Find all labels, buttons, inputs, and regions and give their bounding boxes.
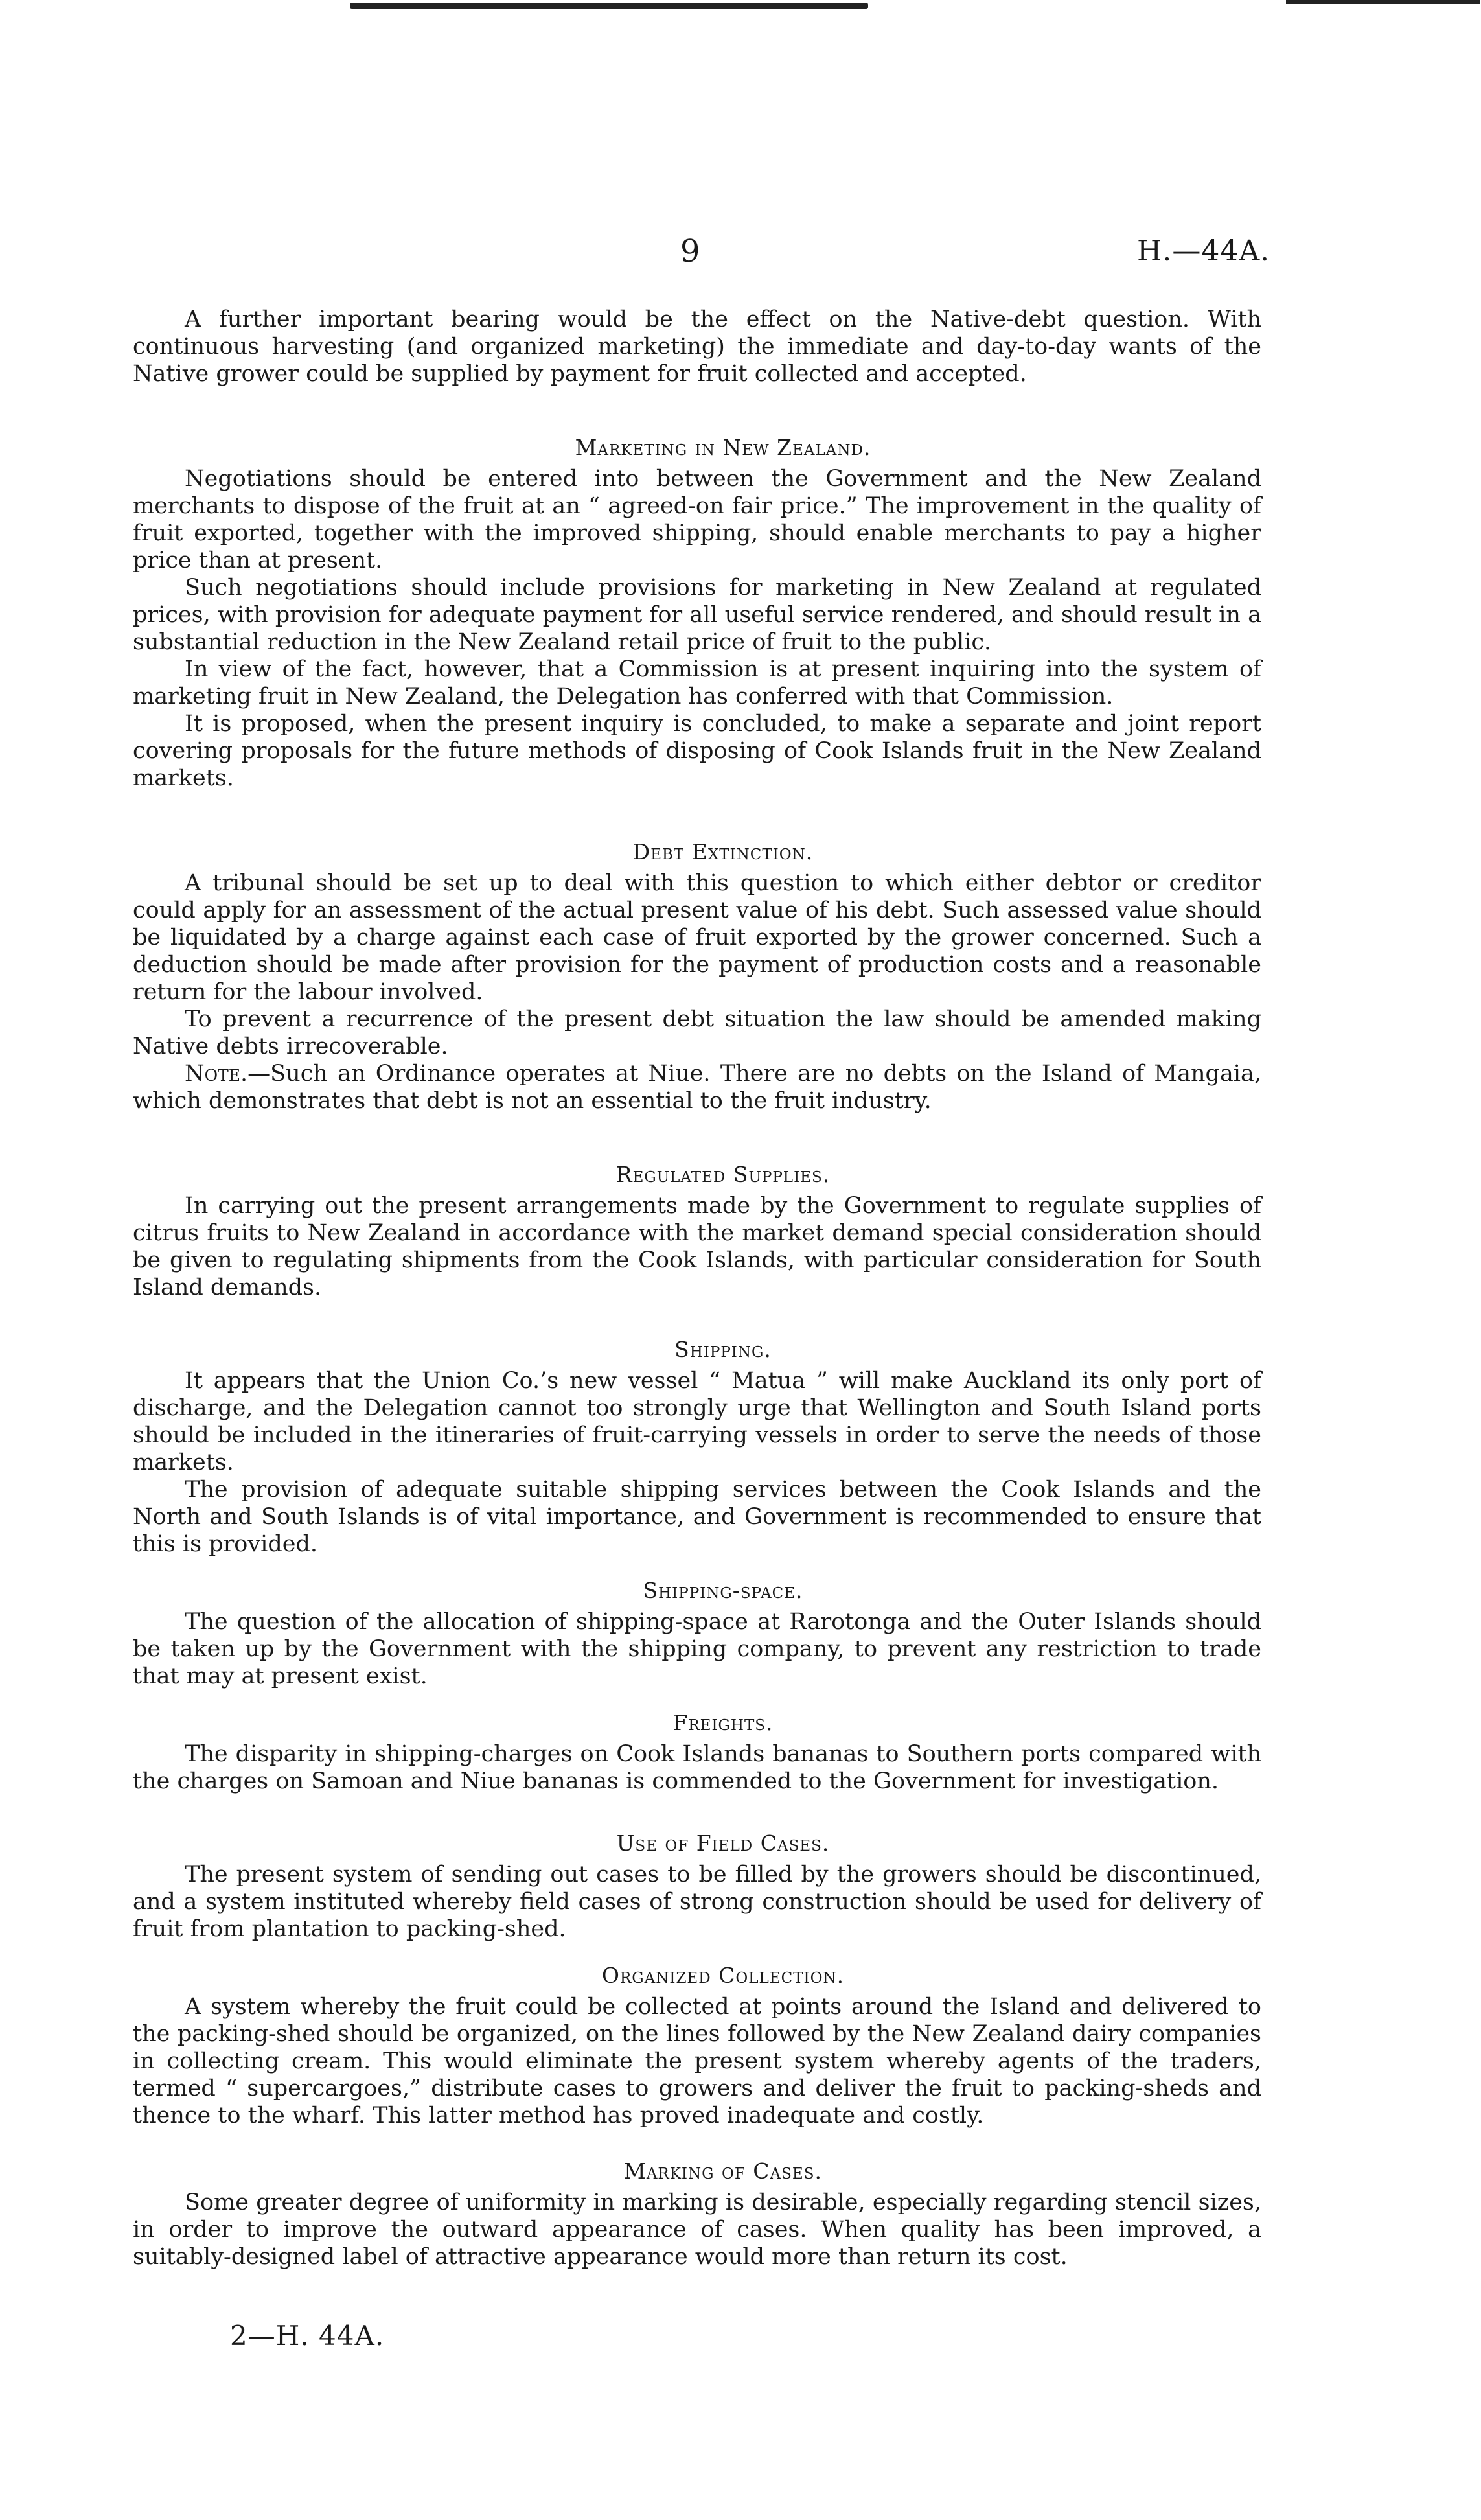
document-reference: H.—44A. [1137, 235, 1270, 268]
debt-paragraph-2: To prevent a recurrence of the present debt situation the law should be amended making Native debts irrecoverable. [133, 1006, 1261, 1059]
page-number: 9 [680, 233, 700, 270]
top-rule [350, 3, 868, 9]
note-label: Note [185, 1061, 241, 1087]
collection-paragraph-1: A system whereby the fruit could be collected at points around the Island and delivered to the packing-shed should be organized, on the lines followed by the New Zealand dairy companies in collecting cream. This would eliminate the present system whereby agents of the traders, termed “ supercargoes,” distribute cases to growers and deliver the fruit to packing-sheds and thence to the wharf. This latter method has proved inadequate and costly. [133, 1994, 1261, 2129]
heading-freights: Freights. [672, 1710, 774, 1735]
marking-paragraph-1: Some greater degree of uniformity in marking is desirable, especially regarding stencil sizes, in order to improve the outward appearance of cases. When quality has been improved, a suitably-designed label of attractive appearance would more than return its cost. [133, 2190, 1261, 2270]
marketing-paragraph-1: Negotiations should be entered into between the Government and the New Zealand merchants to dispose of the fruit at an “ agreed-on fair price.” The improvement in the quality of fruit exported, together with the improved shipping, should enable merchants to pay a higher price than at present. [133, 466, 1261, 573]
heading-marketing: Marketing in New Zealand. [575, 435, 871, 460]
heading-regulated-supplies: Regulated Supplies. [615, 1162, 831, 1187]
shipping-paragraph-2: The provision of adequate suitable shipping services between the Cook Islands and the North and South Islands is of vital importance, and Government is recommended to ensure that this is provided. [133, 1477, 1261, 1557]
note-text: .—Such an Ordinance operates at Niue. There are no debts on the Island of Mangaia, which demonstrates that debt is not an essential to the fruit industry. [133, 1061, 1261, 1114]
footer-reference: 2—H. 44A. [230, 2320, 385, 2352]
shipping-space-paragraph-1: The question of the allocation of shipping-space at Rarotonga and the Outer Islands should be taken up by the Government with the shipping company, to prevent any restriction to trade that may at present exist. [133, 1609, 1261, 1689]
shipping-paragraph-1: It appears that the Union Co.’s new vessel “ Matua ” will make Auckland its only port of discharge, and the Delegation cannot too strongly urge that Wellington and South Island ports should be included in the itineraries of fruit-carrying vessels in order to serve the needs of those markets. [133, 1368, 1261, 1475]
heading-organized-collection: Organized Collection. [601, 1963, 845, 1988]
heading-debt-extinction: Debt Extinction. [632, 839, 814, 864]
field-cases-paragraph-1: The present system of sending out cases to be filled by the growers should be discontinued, and a system instituted whereby field cases of strong construction should be used for delivery of fruit from plantation to packing-shed. [133, 1862, 1261, 1942]
heading-shipping-space: Shipping-space. [643, 1578, 803, 1603]
marketing-paragraph-2: Such negotiations should include provisions for marketing in New Zealand at regulated prices, with provision for adequate payment for all useful service rendered, and should result in a substantial reduction in the New Zealand retail price of fruit to the public. [133, 575, 1261, 655]
debt-paragraph-1: A tribunal should be set up to deal with this question to which either debtor or creditor could apply for an assessment of the actual present value of his debt. Such assessed value should be liquidated by a charge against each case of fruit exported by the grower concerned. Such a deduction should be made after provision for the payment of production costs and a reasonable return for the labour involved. [133, 870, 1261, 1005]
heading-field-cases: Use of Field Cases. [616, 1831, 830, 1856]
page-body [133, 306, 1261, 2271]
supplies-paragraph-1: In carrying out the present arrangements made by the Government to regulate supplies of citrus fruits to New Zealand in accordance with the market demand special consideration should be given to regulating shipments from the Cook Islands, with particular consideration for South Island demands. [133, 1193, 1261, 1300]
top-rule-right [1286, 0, 1480, 4]
heading-shipping: Shipping. [674, 1337, 772, 1362]
freights-paragraph-1: The disparity in shipping-charges on Cook Islands bananas to Southern ports compared with the charges on Samoan and Niue bananas is commended to the Government for investigation. [133, 1741, 1261, 1794]
marketing-paragraph-3: In view of the fact, however, that a Commission is at present inquiring into the system of marketing fruit in New Zealand, the Delegation has conferred with that Commission. [133, 656, 1261, 710]
debt-note [133, 1060, 1261, 1115]
heading-marking-of-cases: Marking of Cases. [624, 2158, 822, 2184]
intro-paragraph: A further important bearing would be the effect on the Native-debt question. With continuous harvesting (and organized marketing) the immediate and day-to-day wants of the Native grower could be supplied by payment for fruit collected and accepted. [133, 306, 1261, 387]
marketing-paragraph-4: It is proposed, when the present inquiry is concluded, to make a separate and joint report covering proposals for the future methods of disposing of Cook Islands fruit in the New Zealand markets. [133, 711, 1261, 791]
